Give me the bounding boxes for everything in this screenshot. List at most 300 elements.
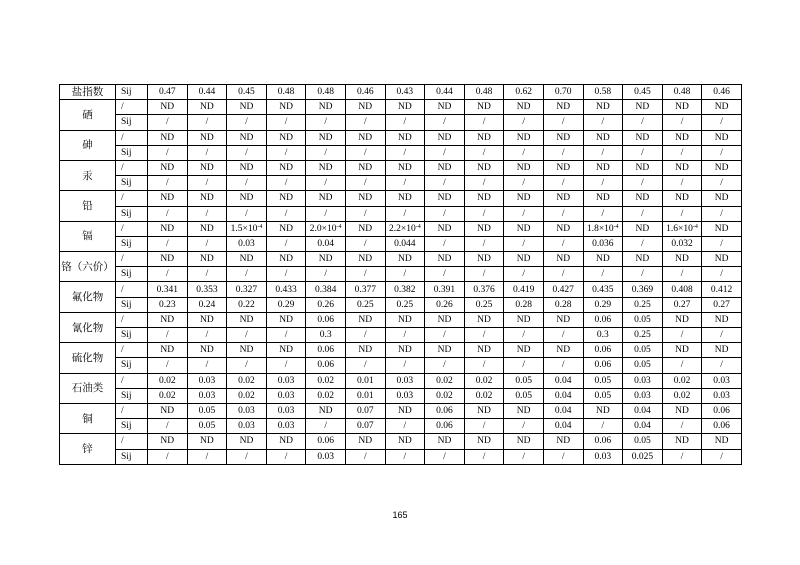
value-cell: 0.02 (662, 388, 702, 403)
row-type-cell: Sij (116, 145, 148, 160)
value-cell: ND (662, 191, 702, 206)
value-cell: $2.2\times 10^{-4}$ (385, 221, 425, 236)
value-cell: 0.04 (543, 388, 583, 403)
value-cell: ND (543, 343, 583, 358)
row-type-cell: / (116, 100, 148, 115)
value-cell: / (623, 176, 663, 191)
value-cell: / (345, 358, 385, 373)
value-cell: ND (187, 221, 227, 236)
value-cell: 0.06 (583, 358, 623, 373)
value-cell: / (504, 419, 544, 434)
value-cell: ND (702, 343, 742, 358)
value-cell: / (187, 176, 227, 191)
table-row (60, 312, 742, 327)
value-cell: / (702, 145, 742, 160)
table-row (60, 100, 742, 115)
value-cell: / (227, 115, 267, 130)
value-cell: ND (504, 221, 544, 236)
value-cell: / (227, 328, 267, 343)
value-cell: / (464, 328, 504, 343)
table-row (60, 206, 742, 221)
value-cell: / (266, 328, 306, 343)
value-cell: 0.26 (425, 297, 465, 312)
value-cell: $1.5\times 10^{-4}$ (227, 221, 267, 236)
value-cell: / (623, 236, 663, 251)
value-cell: 0.05 (583, 388, 623, 403)
value-cell: 0.48 (266, 85, 306, 100)
value-cell: / (662, 267, 702, 282)
value-cell: / (543, 206, 583, 221)
value-cell: ND (385, 100, 425, 115)
value-cell: / (227, 145, 267, 160)
parameter-name-cell: 氟化物 (60, 282, 116, 312)
value-cell: / (148, 145, 188, 160)
value-cell: / (662, 206, 702, 221)
value-cell: / (187, 206, 227, 221)
table-row (60, 176, 742, 191)
value-cell: ND (702, 130, 742, 145)
value-cell: / (148, 236, 188, 251)
value-cell: / (148, 419, 188, 434)
value-cell: 0.06 (306, 434, 346, 449)
value-cell: / (702, 236, 742, 251)
value-cell: ND (227, 252, 267, 267)
value-cell: 0.03 (187, 373, 227, 388)
value-cell: 0.03 (623, 388, 663, 403)
value-cell: ND (306, 130, 346, 145)
value-cell: / (702, 449, 742, 464)
row-type-cell: / (116, 191, 148, 206)
value-cell: ND (425, 130, 465, 145)
value-cell: ND (227, 434, 267, 449)
value-cell: ND (464, 252, 504, 267)
value-cell: / (702, 358, 742, 373)
value-cell: / (662, 358, 702, 373)
table-row (60, 236, 742, 251)
value-cell: 0.01 (345, 388, 385, 403)
value-cell: ND (306, 191, 346, 206)
value-cell: / (543, 358, 583, 373)
value-cell: ND (187, 343, 227, 358)
value-cell: ND (425, 191, 465, 206)
value-cell: / (425, 176, 465, 191)
value-cell: / (662, 115, 702, 130)
value-cell: / (266, 176, 306, 191)
value-cell: / (148, 176, 188, 191)
value-cell: / (662, 419, 702, 434)
value-cell: / (543, 236, 583, 251)
value-cell: ND (583, 100, 623, 115)
value-cell: / (702, 328, 742, 343)
value-cell: / (464, 206, 504, 221)
exponent: -4 (613, 223, 619, 230)
value-cell: 0.06 (425, 419, 465, 434)
value-cell: / (583, 206, 623, 221)
value-cell: / (662, 449, 702, 464)
value-cell: / (425, 449, 465, 464)
value-cell: / (504, 145, 544, 160)
value-cell: 0.06 (306, 358, 346, 373)
table-row (60, 130, 742, 145)
table-row (60, 403, 742, 418)
value-cell: ND (385, 191, 425, 206)
value-cell: / (504, 358, 544, 373)
value-cell: 0.044 (385, 236, 425, 251)
value-cell: 0.22 (227, 297, 267, 312)
value-cell: ND (702, 312, 742, 327)
value-cell: 0.05 (504, 388, 544, 403)
table-row (60, 221, 742, 236)
value-cell: / (385, 267, 425, 282)
value-cell: $1.8\times 10^{-4}$ (583, 221, 623, 236)
value-cell: 0.44 (187, 85, 227, 100)
value-cell: 0.427 (543, 282, 583, 297)
value-cell: 0.04 (543, 419, 583, 434)
row-type-cell: / (116, 160, 148, 175)
value-cell: ND (148, 434, 188, 449)
value-cell: / (227, 358, 267, 373)
value-cell: / (266, 236, 306, 251)
value-cell: ND (623, 100, 663, 115)
row-type-cell: Sij (116, 176, 148, 191)
value-cell: 0.03 (266, 373, 306, 388)
value-cell: ND (504, 403, 544, 418)
value-cell: ND (543, 252, 583, 267)
value-cell: / (385, 115, 425, 130)
value-cell: 0.369 (623, 282, 663, 297)
value-cell: / (148, 115, 188, 130)
value-cell: 0.58 (583, 85, 623, 100)
parameter-name-cell: 铬（六价） (60, 252, 116, 282)
value-cell: $1.6\times 10^{-4}$ (662, 221, 702, 236)
value-cell: / (425, 267, 465, 282)
value-cell: ND (464, 434, 504, 449)
row-type-cell: Sij (116, 328, 148, 343)
value-cell: ND (662, 343, 702, 358)
value-cell: / (345, 449, 385, 464)
value-cell: / (345, 236, 385, 251)
value-cell: / (385, 176, 425, 191)
value-cell: ND (702, 160, 742, 175)
value-cell: 0.27 (662, 297, 702, 312)
value-cell: / (266, 358, 306, 373)
value-cell: 0.04 (543, 403, 583, 418)
value-cell: / (464, 419, 504, 434)
row-type-cell: Sij (116, 206, 148, 221)
value-cell: 0.45 (623, 85, 663, 100)
value-cell: / (702, 176, 742, 191)
value-cell: 0.02 (148, 373, 188, 388)
value-cell: / (385, 358, 425, 373)
value-cell: 0.05 (623, 358, 663, 373)
value-cell: 0.03 (266, 388, 306, 403)
value-cell: 0.02 (464, 388, 504, 403)
parameter-name-cell: 硫化物 (60, 343, 116, 373)
value-cell: ND (583, 403, 623, 418)
value-cell: ND (464, 160, 504, 175)
value-cell: ND (702, 100, 742, 115)
value-cell: ND (543, 160, 583, 175)
exponent: -4 (257, 223, 263, 230)
row-type-cell: Sij (116, 388, 148, 403)
value-cell: ND (464, 100, 504, 115)
value-cell: 0.03 (227, 419, 267, 434)
value-cell: ND (148, 403, 188, 418)
value-cell: ND (623, 130, 663, 145)
table-row (60, 160, 742, 175)
value-cell: ND (385, 252, 425, 267)
value-cell: ND (306, 252, 346, 267)
value-cell: 0.377 (345, 282, 385, 297)
value-cell: ND (662, 252, 702, 267)
value-cell: ND (662, 160, 702, 175)
value-cell: ND (504, 434, 544, 449)
value-cell: ND (702, 221, 742, 236)
value-cell: / (504, 328, 544, 343)
value-cell: ND (385, 160, 425, 175)
value-cell: / (385, 145, 425, 160)
value-cell: / (583, 145, 623, 160)
table-row (60, 85, 742, 100)
value-cell: ND (385, 403, 425, 418)
value-cell: ND (425, 252, 465, 267)
parameter-name-cell: 氰化物 (60, 312, 116, 342)
parameter-name-cell: 石油类 (60, 373, 116, 403)
table-row (60, 373, 742, 388)
value-cell: 0.03 (385, 388, 425, 403)
value-cell: ND (187, 312, 227, 327)
value-cell: ND (464, 343, 504, 358)
value-cell: ND (583, 191, 623, 206)
table-row (60, 145, 742, 160)
parameter-name-cell: 盐指数 (60, 85, 116, 100)
row-type-cell: Sij (116, 358, 148, 373)
value-cell: / (504, 267, 544, 282)
value-cell: / (266, 145, 306, 160)
value-cell: ND (266, 221, 306, 236)
value-cell: 0.25 (623, 328, 663, 343)
value-cell: ND (385, 312, 425, 327)
value-cell: ND (662, 403, 702, 418)
value-cell: / (187, 358, 227, 373)
value-cell: / (266, 206, 306, 221)
value-cell: 0.45 (227, 85, 267, 100)
value-cell: / (227, 449, 267, 464)
value-cell: ND (385, 343, 425, 358)
value-cell: 0.03 (623, 373, 663, 388)
parameter-name-cell: 镉 (60, 221, 116, 251)
value-cell: / (227, 267, 267, 282)
value-cell: / (306, 206, 346, 221)
value-cell: ND (464, 403, 504, 418)
value-cell: / (385, 328, 425, 343)
parameter-name-cell: 铅 (60, 191, 116, 221)
value-cell: $2.0\times 10^{-4}$ (306, 221, 346, 236)
table-row (60, 252, 742, 267)
value-cell: / (306, 145, 346, 160)
value-cell: ND (464, 221, 504, 236)
value-cell: ND (148, 221, 188, 236)
value-cell: / (306, 267, 346, 282)
value-cell: 0.28 (543, 297, 583, 312)
parameter-name-cell: 锌 (60, 434, 116, 464)
value-cell: 0.408 (662, 282, 702, 297)
value-cell: ND (187, 252, 227, 267)
value-cell: ND (464, 312, 504, 327)
value-cell: 0.47 (148, 85, 188, 100)
value-cell: / (385, 449, 425, 464)
value-cell: 0.02 (464, 373, 504, 388)
value-cell: / (464, 176, 504, 191)
value-cell: / (662, 145, 702, 160)
value-cell: / (543, 115, 583, 130)
value-cell: / (543, 328, 583, 343)
value-cell: / (148, 267, 188, 282)
monitoring-results-table-page (59, 84, 741, 465)
value-cell: 0.25 (385, 297, 425, 312)
row-type-cell: / (116, 252, 148, 267)
value-cell: / (385, 206, 425, 221)
monitoring-results-table (59, 84, 742, 465)
value-cell: ND (543, 100, 583, 115)
value-cell: ND (266, 130, 306, 145)
value-cell: 0.06 (583, 434, 623, 449)
value-cell: 0.62 (504, 85, 544, 100)
table-row (60, 328, 742, 343)
value-cell: ND (187, 434, 227, 449)
exponent: -4 (692, 223, 698, 230)
value-cell: ND (306, 403, 346, 418)
value-cell: ND (266, 191, 306, 206)
value-cell: ND (543, 312, 583, 327)
value-cell: 0.02 (306, 373, 346, 388)
row-type-cell: Sij (116, 85, 148, 100)
value-cell: 0.327 (227, 282, 267, 297)
value-cell: 0.05 (187, 419, 227, 434)
value-cell: 0.02 (425, 373, 465, 388)
value-cell: 0.433 (266, 282, 306, 297)
row-type-cell: Sij (116, 297, 148, 312)
value-cell: 0.46 (345, 85, 385, 100)
page-number: 165 (392, 510, 408, 520)
value-cell: ND (425, 434, 465, 449)
value-cell: 0.3 (583, 328, 623, 343)
value-cell: ND (543, 434, 583, 449)
value-cell: ND (227, 191, 267, 206)
value-cell: ND (187, 130, 227, 145)
row-type-cell: Sij (116, 449, 148, 464)
value-cell: 0.28 (504, 297, 544, 312)
value-cell: ND (148, 130, 188, 145)
value-cell: ND (623, 191, 663, 206)
value-cell: 0.01 (345, 373, 385, 388)
value-cell: ND (543, 191, 583, 206)
value-cell: / (148, 206, 188, 221)
value-cell: 0.25 (623, 297, 663, 312)
value-cell: 0.06 (583, 312, 623, 327)
value-cell: ND (504, 252, 544, 267)
value-cell: 0.27 (702, 297, 742, 312)
value-cell: 0.382 (385, 282, 425, 297)
table-row (60, 419, 742, 434)
value-cell: ND (504, 191, 544, 206)
value-cell: ND (345, 343, 385, 358)
value-cell: 0.06 (583, 343, 623, 358)
value-cell: ND (345, 130, 385, 145)
row-type-cell: / (116, 312, 148, 327)
parameter-name-cell: 汞 (60, 160, 116, 190)
value-cell: ND (702, 434, 742, 449)
value-cell: / (306, 419, 346, 434)
value-cell: / (543, 449, 583, 464)
value-cell: ND (148, 343, 188, 358)
value-cell: / (464, 236, 504, 251)
value-cell: 0.02 (425, 388, 465, 403)
value-cell: 0.03 (227, 236, 267, 251)
value-cell: / (623, 206, 663, 221)
value-cell: 0.25 (464, 297, 504, 312)
value-cell: 0.02 (148, 388, 188, 403)
value-cell: ND (187, 160, 227, 175)
value-cell: 0.25 (345, 297, 385, 312)
value-cell: / (345, 267, 385, 282)
value-cell: 0.03 (702, 373, 742, 388)
value-cell: ND (266, 434, 306, 449)
value-cell: 0.29 (266, 297, 306, 312)
value-cell: 0.03 (187, 388, 227, 403)
parameter-name-cell: 铜 (60, 403, 116, 433)
value-cell: 0.07 (345, 403, 385, 418)
value-cell: / (425, 145, 465, 160)
table-row (60, 343, 742, 358)
table-row (60, 115, 742, 130)
value-cell: 0.02 (227, 388, 267, 403)
value-cell: ND (662, 312, 702, 327)
table-row (60, 297, 742, 312)
value-cell: 0.05 (623, 343, 663, 358)
value-cell: / (148, 449, 188, 464)
value-cell: 0.032 (662, 236, 702, 251)
value-cell: / (702, 267, 742, 282)
value-cell: 0.03 (702, 388, 742, 403)
value-cell: / (504, 115, 544, 130)
row-type-cell: / (116, 343, 148, 358)
value-cell: 0.06 (306, 312, 346, 327)
value-cell: 0.05 (583, 373, 623, 388)
value-cell: ND (464, 130, 504, 145)
value-cell: / (345, 206, 385, 221)
value-cell: ND (662, 434, 702, 449)
value-cell: 0.3 (306, 328, 346, 343)
value-cell: / (187, 449, 227, 464)
value-cell: ND (425, 312, 465, 327)
value-cell: 0.03 (266, 403, 306, 418)
value-cell: ND (306, 100, 346, 115)
value-cell: ND (266, 160, 306, 175)
value-cell: 0.353 (187, 282, 227, 297)
value-cell: / (187, 236, 227, 251)
value-cell: ND (583, 160, 623, 175)
value-cell: 0.24 (187, 297, 227, 312)
value-cell: 0.025 (623, 449, 663, 464)
value-cell: 0.06 (702, 419, 742, 434)
value-cell: ND (227, 312, 267, 327)
exponent: -4 (415, 223, 421, 230)
value-cell: / (662, 328, 702, 343)
value-cell: ND (385, 130, 425, 145)
value-cell: ND (425, 100, 465, 115)
row-type-cell: / (116, 403, 148, 418)
